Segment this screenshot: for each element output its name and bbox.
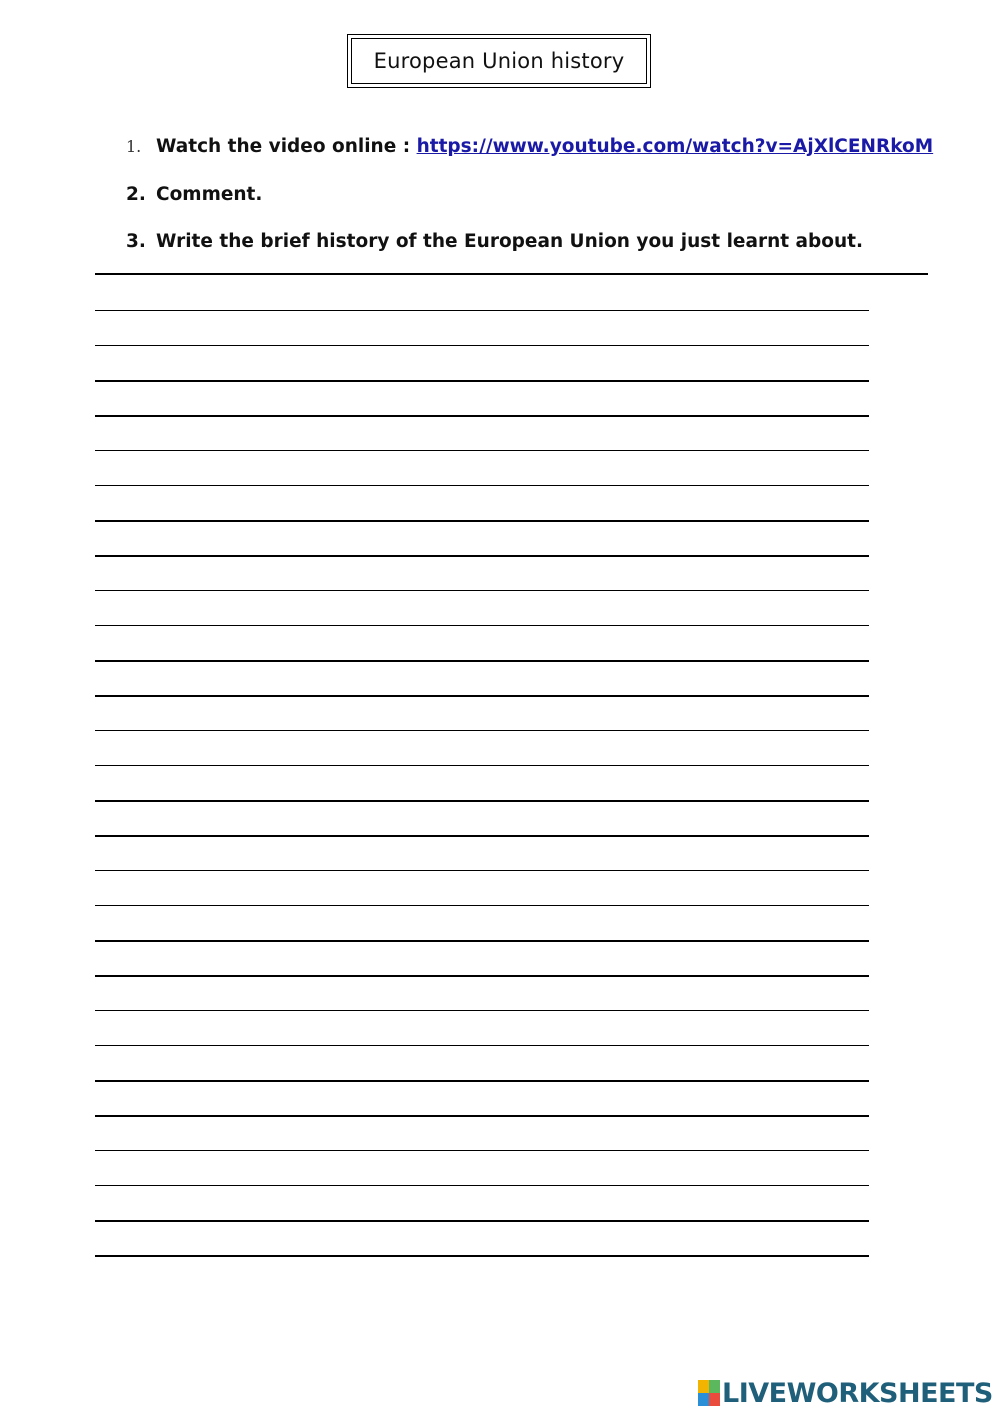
- top-rule: [95, 273, 928, 275]
- page-title: European Union history: [373, 49, 625, 73]
- writing-line: [95, 800, 869, 835]
- instruction-2: [126, 184, 262, 205]
- instruction-text: Write the brief history of the European Union you just learnt about.: [156, 231, 864, 252]
- watermark: [698, 1376, 993, 1410]
- writing-line: [95, 590, 869, 625]
- writing-line: [95, 765, 869, 800]
- title-box: [347, 34, 651, 88]
- writing-line: [95, 450, 869, 485]
- writing-line: [95, 975, 869, 1010]
- writing-line: [95, 485, 869, 520]
- writing-line: [95, 835, 869, 870]
- writing-line: [95, 1150, 869, 1185]
- writing-line: [95, 310, 869, 345]
- instruction-number: 1.: [126, 137, 142, 156]
- instruction-number: 3.: [126, 231, 146, 252]
- watermark-text: LIVEWORKSHEETS: [722, 1377, 993, 1409]
- writing-line: [95, 1220, 869, 1255]
- writing-line: [95, 1185, 869, 1220]
- writing-area[interactable]: [95, 310, 869, 1290]
- writing-line: [95, 555, 869, 590]
- instruction-text: Comment.: [156, 184, 263, 205]
- writing-line: [95, 695, 869, 730]
- writing-line: [95, 625, 869, 660]
- writing-line: [95, 380, 869, 415]
- instruction-number: 2.: [126, 184, 146, 205]
- writing-line: [95, 940, 869, 975]
- instruction-3: [126, 231, 863, 252]
- writing-line: [95, 1115, 869, 1150]
- writing-line: [95, 1255, 869, 1290]
- writing-line: [95, 660, 869, 695]
- title-frame: [351, 38, 647, 84]
- writing-line: [95, 905, 869, 940]
- instruction-text: Watch the video online :: [156, 136, 417, 157]
- writing-line: [95, 1045, 869, 1080]
- writing-line: [95, 345, 869, 380]
- writing-line: [95, 1080, 869, 1115]
- writing-line: [95, 415, 869, 450]
- writing-line: [95, 1010, 869, 1045]
- liveworksheets-logo-icon: [698, 1380, 720, 1406]
- instruction-1: [126, 136, 933, 157]
- writing-line: [95, 870, 869, 905]
- writing-line: [95, 520, 869, 555]
- writing-line: [95, 730, 869, 765]
- video-link[interactable]: https://www.youtube.com/watch?v=AjXlCENRkoM: [416, 136, 934, 157]
